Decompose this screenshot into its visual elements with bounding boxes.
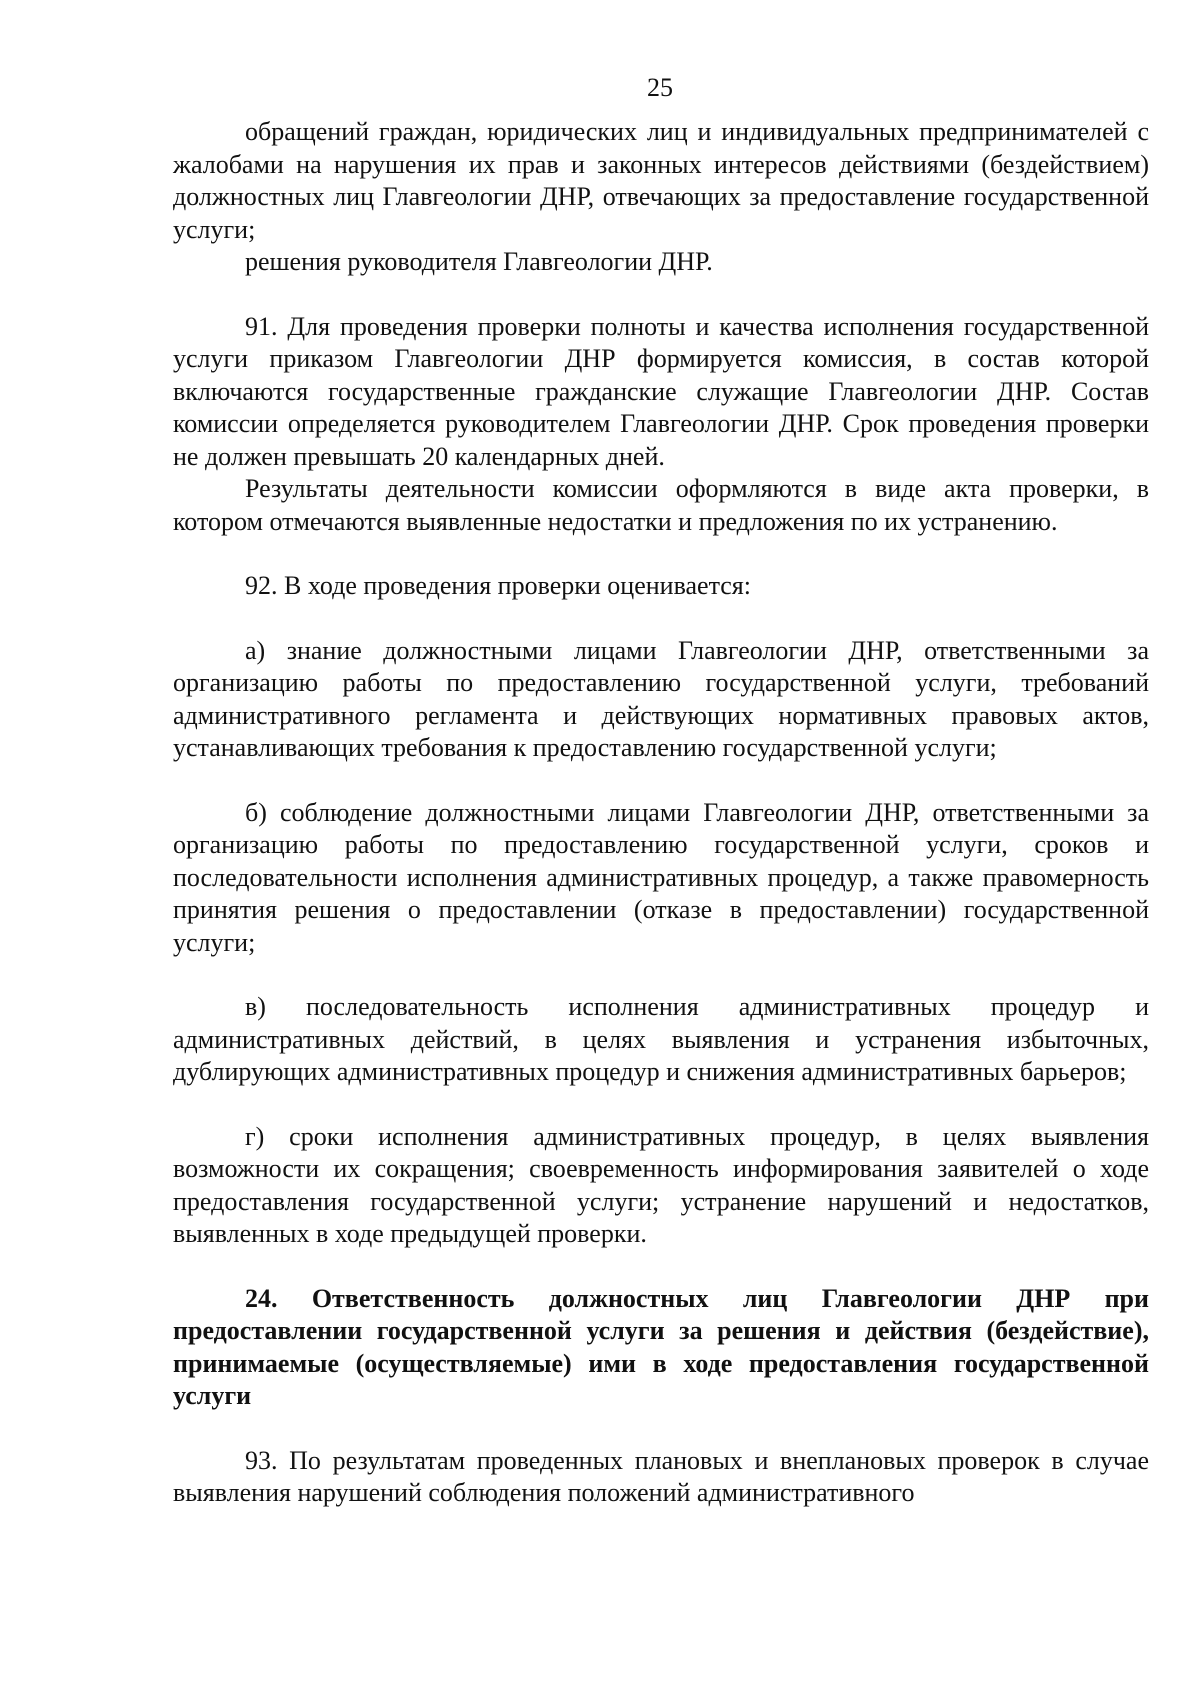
section-heading-24: 24. Ответственность должностных лиц Главгеологии ДНР при предоставлении государственной услуги за решения и действия (бездействие), принимаемые (осуществляемые) ими в ходе предоставления государственной услуги	[173, 1283, 1149, 1410]
paragraph-head-decisions: решения руководителя Главгеологии ДНР.	[245, 247, 713, 276]
paragraph-commission-results: Результаты деятельности комиссии оформляются в виде акта проверки, в котором отмечаются выявленные недостатки и предложения по их устранению.	[173, 474, 1149, 536]
paragraph-92: 92. В ходе проведения проверки оценивается:	[245, 571, 751, 600]
list-item-v: в) последовательность исполнения административных процедур и административных действий, в целях выявления и устранения избыточных, дублирующих административных процедур и снижения административных барьеров;	[173, 992, 1149, 1086]
document-body	[173, 116, 1149, 1510]
paragraph-91: 91. Для проведения проверки полноты и качества исполнения государственной услуги приказом Главгеологии ДНР формируется комиссия, в состав которой включаются государственные гражданские служащие Главгеологии ДНР. Состав комиссии определяется руководителем Главгеологии ДНР. Срок проведения проверки не должен превышать 20 календарных дней.	[173, 311, 1149, 471]
list-item-b: б) соблюдение должностными лицами Главгеологии ДНР, ответственными за организацию работы по предоставлению государственной услуги, сроков и последовательности исполнения административных процедур, а также правомерность принятия решения о предоставлении (отказе в предоставлении) государственной услуги;	[173, 797, 1149, 957]
list-item-g: г) сроки исполнения административных процедур, в целях выявления возможности их сокращения; своевременность информирования заявителей о ходе предоставления государственной услуги; устранение нарушений и недостатков, выявленных в ходе предыдущей проверки.	[173, 1121, 1149, 1248]
paragraph-appeals-continued: обращений граждан, юридических лиц и индивидуальных предпринимателей с жалобами на нарушения их прав и законных интересов действиями (бездействием) должностных лиц Главгеологии ДНР, отвечающих за предоставление государственной услуги;	[173, 117, 1149, 244]
list-item-a: а) знание должностными лицами Главгеологии ДНР, ответственными за организацию работы по предоставлению государственной услуги, требований административного регламента и действующих нормативных правовых актов, устанавливающих требования к предоставлению государственной услуги;	[173, 635, 1149, 762]
page-number: 25	[647, 73, 673, 102]
paragraph-93: 93. По результатам проведенных плановых и внеплановых проверок в случае выявления нарушений соблюдения положений административного	[173, 1445, 1149, 1507]
